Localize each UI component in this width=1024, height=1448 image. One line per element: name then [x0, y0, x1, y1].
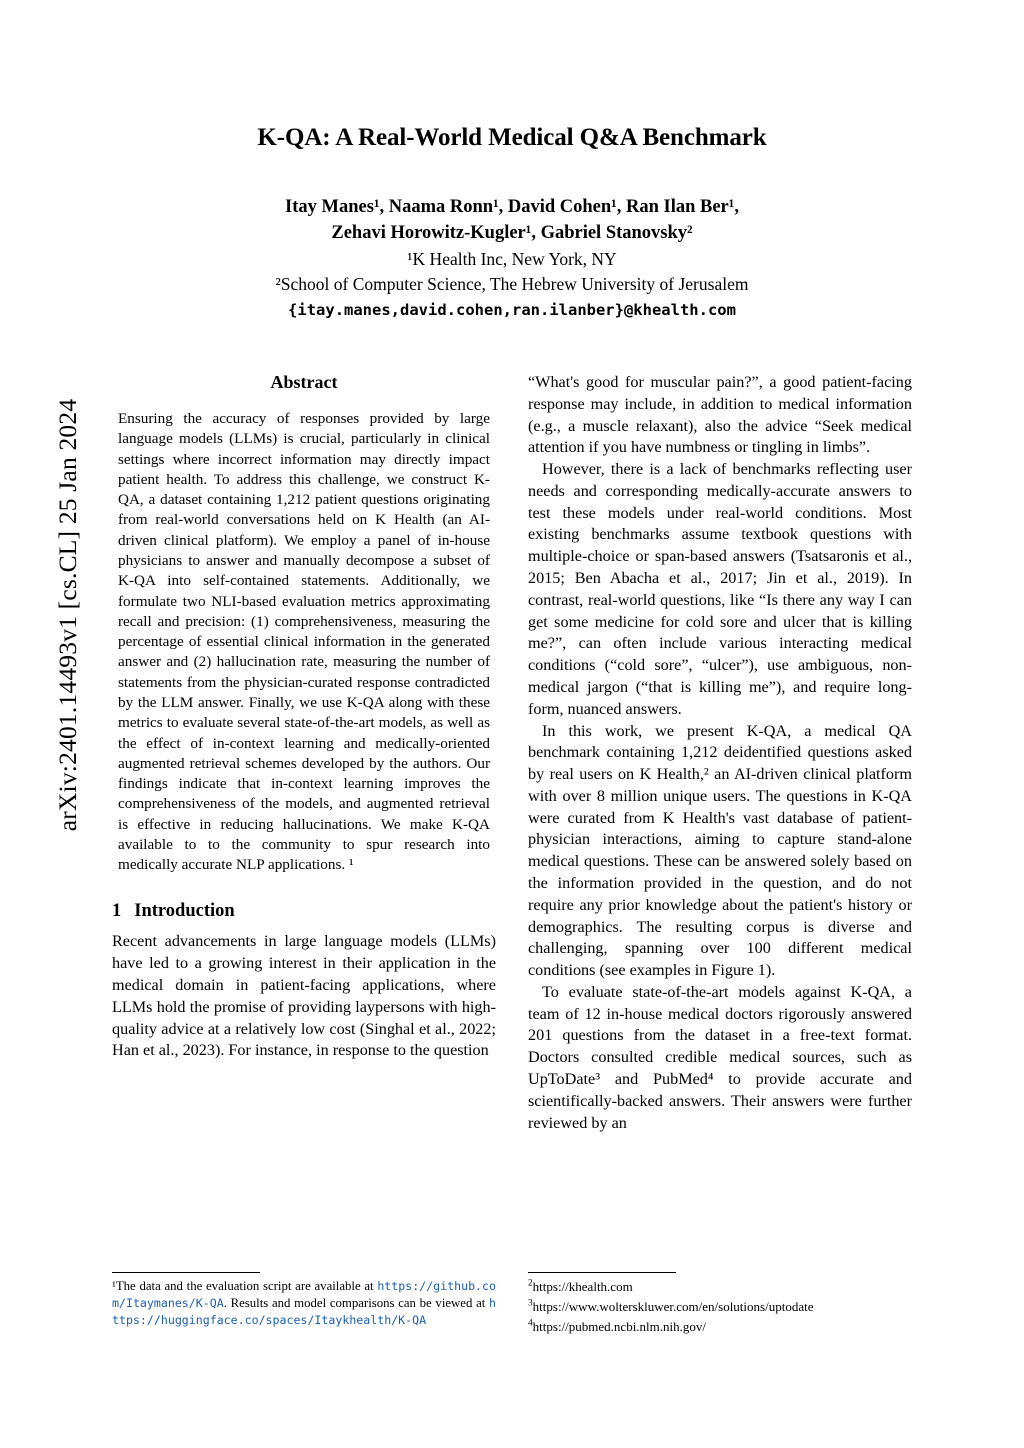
right-paragraph-4: To evaluate state-of-the-art models against K-QA, a team of 12 in-house medical doctors rigorously answered 201 questions from the dataset in a free-text format. Doctors consulted credible medical sources, such as UpToDate³ and PubMed⁴ to provide accurate and scientifically-backed answers. Their answers were further reviewed by an — [528, 982, 912, 1132]
two-column-body — [112, 372, 912, 1134]
footnote-4 — [528, 1318, 912, 1337]
intro-paragraph-1: Recent advancements in large language models (LLMs) have led to a growing interest in their application in the medical domain in patient-facing applications, where LLMs hold the promise of providing laypersons with high-quality advice at a relatively low cost (Singhal et al., 2022; Han et al., 2023). For instance, in response to the question — [112, 932, 496, 1060]
abstract-heading: Abstract — [270, 372, 338, 392]
footnote-4-text[interactable]: https://pubmed.ncbi.nlm.nih.gov/ — [532, 1318, 707, 1334]
affiliation-2: ²School of Computer Science, The Hebrew University of Jerusalem — [275, 273, 749, 294]
footnote-3-text[interactable]: https://www.wolterskluwer.com/en/solutions/uptodate — [532, 1298, 814, 1314]
page-title: K-QA: A Real-World Medical Q&A Benchmark — [257, 124, 767, 151]
footnote-list — [528, 1278, 912, 1337]
author-list — [112, 194, 912, 321]
section-title: Introduction — [134, 901, 235, 922]
left-column — [112, 372, 496, 1134]
footnote-1-text-b: . Results and model comparisons can be viewed at — [223, 1295, 490, 1310]
contact-email: {itay.manes,david.cohen,ran.ilanber}@khealth.com — [288, 301, 736, 320]
author-line-2: Zehavi Horowitz-Kugler¹, Gabriel Stanovsky² — [331, 223, 693, 244]
footnote-1 — [112, 1278, 496, 1329]
footnote-divider-right — [528, 1272, 676, 1273]
section-number: 1 — [112, 901, 122, 922]
footnote-divider — [112, 1272, 260, 1273]
right-paragraph-2: However, there is a lack of benchmarks reflecting user needs and corresponding medically-accurate answers to test these models under real-world conditions. Most existing benchmarks assume textbook questions with multiple-choice or span-based answers (Tsatsaronis et al., 2015; Ben Abacha et al., 2017; Jin et al., 2019). In contrast, real-world questions, like “Is there any way I can get some medicine for cold sore and ulcer that is killing me?”, can often include various interacting medical conditions (“cold sore”, “ulcer”), use ambiguous, non-medical jargon (“that is killing me”), and require long-form, nuanced answers. — [528, 460, 912, 718]
footnote-3-number: 3 — [528, 1298, 533, 1309]
right-column — [528, 372, 912, 1134]
right-footnotes — [528, 1262, 912, 1338]
footnote-2-number: 2 — [528, 1278, 533, 1289]
author-line-1: Itay Manes¹, Naama Ronn¹, David Cohen¹, Ran Ilan Ber¹, — [285, 197, 739, 217]
abstract-text: Ensuring the accuracy of responses provided by large language models (LLMs) is crucial, particularly in clinical settings where incorrect information may directly impact patient health. To address this challenge, we construct K-QA, a dataset containing 1,212 patient questions originating from real-world conversations held on K Health (an AI-driven clinical platform). We employ a panel of in-house physicians to answer and manually decompose a subset of K-QA into self-contained statements. Additionally, we formulate two NLI-based evaluation metrics approximating recall and precision: (1) comprehensiveness, measuring the percentage of essential clinical information in the generated answer and (2) hallucination rate, measuring the number of statements from the physician-curated response contradicted by the LLM answer. Finally, we use K-QA along with these metrics to evaluate several state-of-the-art models, as well as the effect of in-context learning and medically-oriented augmented retrieval schemes developed by the authors. Our findings indicate that in-context learning improves the comprehensiveness of the models, and augmented retrieval is effective in reducing hallucinations. We make K-QA available to to the community to spur research into medically accurate NLP applications. ¹ — [118, 410, 490, 874]
footnote-link-github[interactable]: https://github.com/Itaymanes/K-QA — [112, 1279, 496, 1310]
footnote-2 — [528, 1278, 912, 1297]
footnote-1-text-a: ¹The data and the evaluation script are available at — [112, 1279, 378, 1293]
footnote-link-huggingface[interactable]: https://huggingface.co/spaces/Itaykhealth/K-QA — [112, 1295, 496, 1327]
footnote-4-number: 4 — [528, 1318, 533, 1329]
footnote-2-text[interactable]: https://khealth.com — [532, 1279, 633, 1294]
right-paragraph-continued: “What's good for muscular pain?”, a good patient-facing response may include, in addition to medical information (e.g., a muscle relaxant), also the advice “Seek medical attention if you have numbness or tingling in limbs”. — [528, 373, 912, 457]
section-heading-introduction — [112, 901, 496, 922]
right-paragraph-3: In this work, we present K-QA, a medical QA benchmark containing 1,212 deidentified questions asked by real users on K Health,² an AI-driven clinical platform with over 8 million unique users. The questions in K-QA were curated from K Health's vast database of patient-physician interactions, aiming to capture stand-alone medical questions. These can be answered solely based on the information provided in the question, and do not require any prior knowledge about the patient's history or demographics. The resulting corpus is diverse and challenging, spanning over 100 different medical conditions (see examples in Figure 1). — [528, 721, 912, 980]
footnote-3 — [528, 1298, 912, 1317]
affiliation-1: ¹K Health Inc, New York, NY — [407, 248, 617, 269]
left-footnotes — [112, 1262, 496, 1329]
arxiv-stamp: arXiv:2401.14493v1 [cs.CL] 25 Jan 2024 — [53, 398, 82, 832]
paper-header — [112, 0, 912, 321]
